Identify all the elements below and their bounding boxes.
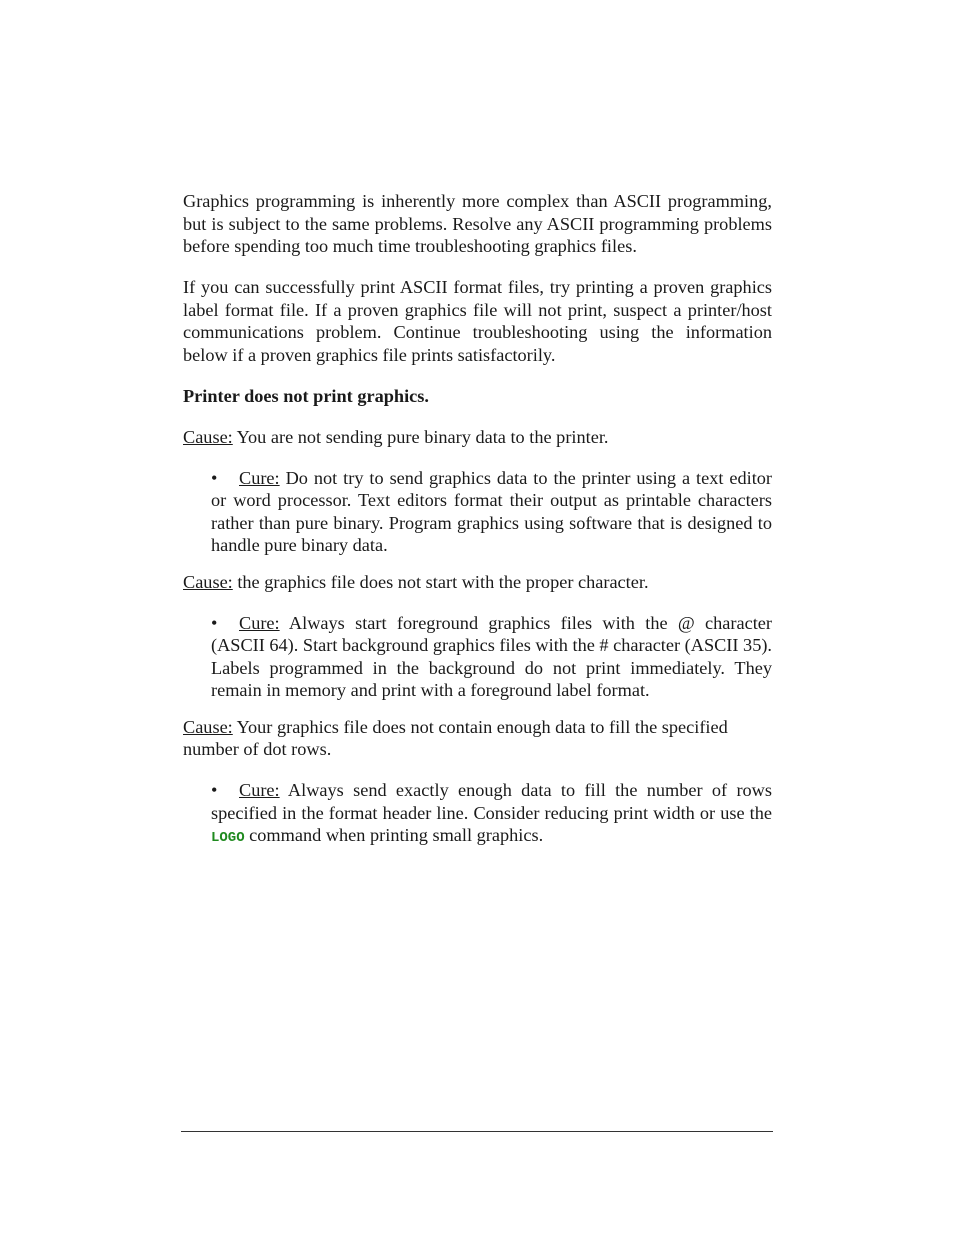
cure-list-item [211, 467, 772, 557]
cause-text: Your graphics file does not contain enough data to fill the specified number of dot rows. [183, 716, 728, 759]
cause-text: You are not sending pure binary data to the printer. [232, 426, 609, 447]
cure-label: Cure: [239, 467, 280, 488]
cause-label: Cause: [183, 716, 233, 737]
cause-paragraph [183, 571, 772, 594]
cure-paragraph [211, 612, 772, 702]
cure-text-before: Always send exactly enough data to fill the number of rows specified in the format header line. Consider reducing print width or use the [211, 780, 772, 823]
intro-paragraph-1: Graphics programming is inherently more complex than ASCII programming, but is subject to the same problems. Resolve any ASCII programming problems before spending too much time troubleshooting graphics files. [183, 191, 772, 256]
cause-paragraph [183, 716, 772, 761]
cure-list-item [211, 779, 772, 850]
cause-label: Cause: [183, 571, 233, 592]
logo-command: LOGO [211, 830, 245, 846]
cause-paragraph [183, 426, 772, 449]
cure-paragraph [211, 779, 772, 850]
cure-text-after: command when printing small graphics. [244, 825, 544, 845]
cause-text: the graphics file does not start with the proper character. [232, 571, 649, 592]
cure-list-item [211, 612, 772, 702]
cure-paragraph [211, 467, 772, 557]
bullet-icon: • [211, 612, 218, 633]
section-heading: Printer does not print graphics. [183, 385, 429, 406]
intro-paragraph-2: If you can successfully print ASCII format files, try printing a proven graphics label format file. If a proven graphics file will not print, suspect a printer/host communications problem. Continue troubleshooting using the information below if a proven graphics file prints satisfactorily. [183, 277, 772, 365]
bullet-icon: • [211, 467, 218, 488]
footer-divider [181, 1131, 773, 1132]
cure-label: Cure: [239, 612, 280, 633]
bullet-icon: • [211, 780, 218, 800]
cause-label: Cause: [183, 426, 233, 447]
cure-text: Do not try to send graphics data to the printer using a text editor or word processor. Text editors format their output as printable characters rather than pure binary. Program graphics using software that is designed to handle pure binary data. [211, 467, 772, 555]
cure-text: Always start foreground graphics files with the @ character (ASCII 64). Start background graphics files with the # character (ASCII 35). Labels programmed in the background do not print immediately. They remain in memory and print with a foreground label format. [211, 612, 772, 700]
cure-label: Cure: [239, 780, 280, 800]
page-body [183, 190, 772, 864]
